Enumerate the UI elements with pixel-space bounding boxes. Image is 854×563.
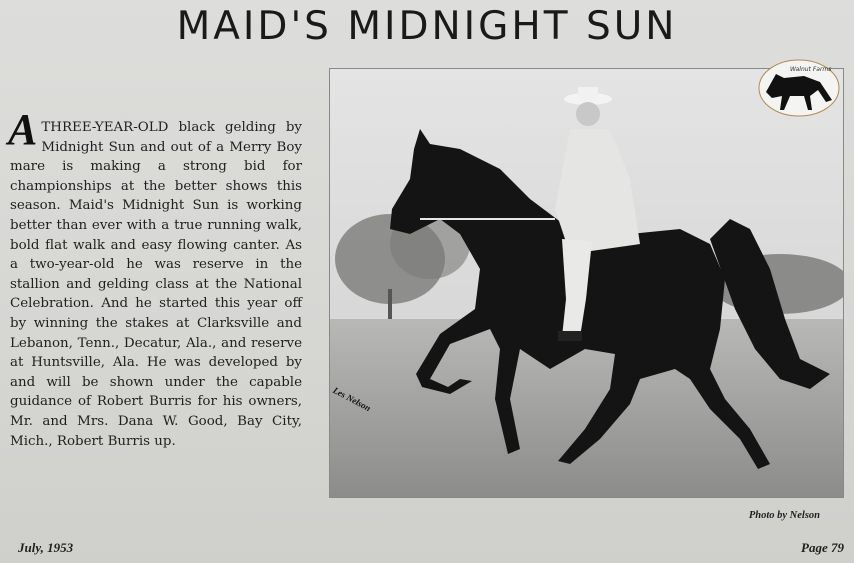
- issue-date: July, 1953: [18, 540, 74, 555]
- photographer-signature: Les Nelson: [331, 385, 373, 414]
- page-number: Page 79: [801, 540, 844, 555]
- article-text: THREE-YEAR-OLD black gelding by Midnight Sun and out of a Merry Boy mare is making a strong bid for championships at the better shows this season. Maid's Midnight Sun is working better than ever with a true running walk, bold flat walk and easy flowing canter. As a two-year-old he was reserve in the stallion and gelding class at the National Celebration. And he started this year off by winning the stakes at Clarksville and Lebanon, Tenn., Decatur, Ala., and reserve at Huntsville, Ala. He was developed by and will be shown under the capable guidance of Robert Burris for his owners, Mr. and Mrs. Dana W. Good, Bay City, Mich., Robert Burris up.: [10, 120, 302, 449]
- article-body: [8, 105, 302, 451]
- photo-credit: Photo by Nelson: [748, 510, 820, 521]
- article-title: MAID'S MIDNIGHT SUN: [176, 4, 678, 49]
- logo-text: Walnut Farms: [790, 66, 832, 73]
- horse-photo: [329, 68, 844, 498]
- horse-photo-illustration: [330, 69, 843, 497]
- drop-cap: A: [8, 105, 38, 154]
- walnut-farms-logo: [754, 52, 844, 120]
